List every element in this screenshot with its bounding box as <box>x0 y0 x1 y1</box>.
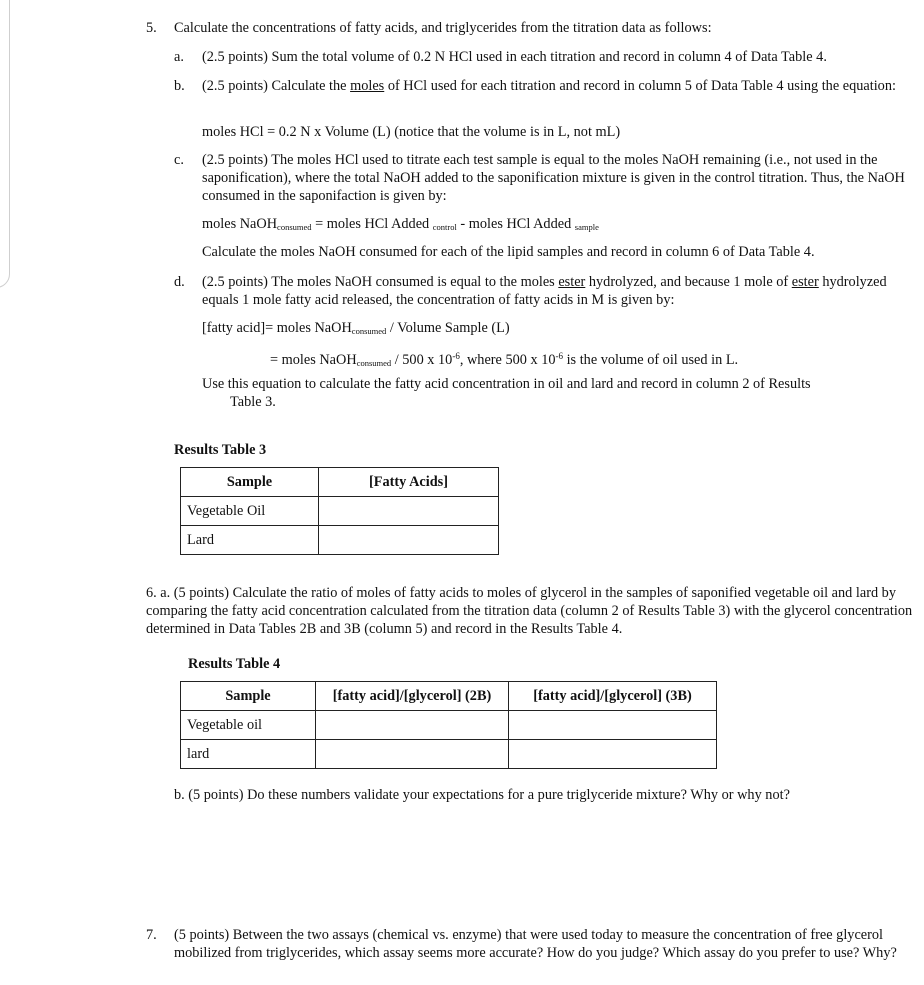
empty-answer-cell[interactable] <box>509 740 717 769</box>
row-label-vegetable-oil: Vegetable Oil <box>181 497 319 526</box>
results-table-4-title: Results Table 4 <box>188 656 281 672</box>
results-table-4 <box>180 681 717 769</box>
empty-answer-cell[interactable] <box>319 497 499 526</box>
table-row <box>181 526 499 555</box>
q5b-equation: moles HCl = 0.2 N x Volume (L) (notice that the volume is in L, not mL) <box>202 124 621 140</box>
column-header-ratio-2b: [fatty acid]/[glycerol] (2B) <box>316 682 509 711</box>
column-header-sample: Sample <box>181 682 316 711</box>
empty-answer-cell[interactable] <box>319 526 499 555</box>
q6b-text: b. (5 points) Do these numbers validate your expectations for a pure triglyceride mixture? Why or why not? <box>174 787 790 803</box>
q5d-instruction-line1: Use this equation to calculate the fatty acid concentration in oil and lard and record in column 2 of Results <box>202 376 811 392</box>
column-header-sample: Sample <box>181 468 319 497</box>
empty-answer-cell[interactable] <box>316 711 509 740</box>
q5b-text: (2.5 points) Calculate the moles of HCl used for each titration and record in column 5 of Data Table 4 using the equation: <box>202 78 896 94</box>
table-row <box>181 711 717 740</box>
q5a-letter: a. <box>174 49 184 65</box>
table-row <box>181 497 499 526</box>
q7-text: (5 points) Between the two assays (chemical vs. enzyme) that were used today to measure the concentration of free glycerol mobilized from triglycerides, which assay seems more accurate? How do you judge? Which assay do you prefer to use? Why? <box>174 927 897 961</box>
q5c-letter: c. <box>174 152 184 168</box>
q5d-letter: d. <box>174 274 185 290</box>
results-table-3-title: Results Table 3 <box>174 442 267 458</box>
empty-answer-cell[interactable] <box>509 711 717 740</box>
q5c-instruction: Calculate the moles NaOH consumed for each of the lipid samples and record in column 6 of Data Table 4. <box>202 244 815 260</box>
table-row <box>181 740 717 769</box>
q5d-equation-1: [fatty acid]= moles NaOH$_{consumed}$ / Volume Sample (L) <box>202 320 510 336</box>
column-header-fatty-acids: [Fatty Acids] <box>319 468 499 497</box>
q5-number: 5. <box>146 20 157 36</box>
row-label-lard: Lard <box>181 526 319 555</box>
q5d-instruction-line2: Table 3. <box>230 394 276 410</box>
q5a-text: (2.5 points) Sum the total volume of 0.2 N HCl used in each titration and record in column 4 of Data Table 4. <box>202 49 827 65</box>
q5d-text: (2.5 points) The moles NaOH consumed is equal to the moles ester hydrolyzed, and because 1 mole of ester hydrolyzed equals 1 mole fatty acid released, the concentration of fatty acids in M is given by: <box>202 274 887 308</box>
q5b-letter: b. <box>174 78 185 94</box>
q7-number: 7. <box>146 927 157 943</box>
results-table-3 <box>180 467 499 555</box>
row-label-lard: lard <box>181 740 316 769</box>
row-label-vegetable-oil: Vegetable oil <box>181 711 316 740</box>
q6a-text: 6. a. (5 points) Calculate the ratio of moles of fatty acids to moles of glycerol in the samples of saponified vegetable oil and lard by comparing the fatty acid concentration calculated from the titration data (column 2 of Results Table 3) with the glycerol concentration determined in Data Tables 2B and 3B (column 5) and record in the Results Table 4. <box>146 585 913 637</box>
q5d-equation-2: = moles NaOH$_{consumed}$ / 500 x $10^{-6}$, where 500 x $10^{-6}$ is the volume of oil used in L. <box>270 351 739 368</box>
q5-intro: Calculate the concentrations of fatty acids, and triglycerides from the titration data as follows: <box>174 20 712 36</box>
side-bracket-decoration <box>0 0 10 288</box>
table-header-row <box>181 468 499 497</box>
column-header-ratio-3b: [fatty acid]/[glycerol] (3B) <box>509 682 717 711</box>
q5c-equation: moles NaOH$_{consumed}$ = moles HCl Added $_{control}$ - moles HCl Added $_{sample}$ <box>202 216 599 232</box>
q5c-text: (2.5 points) The moles HCl used to titrate each test sample is equal to the moles NaOH remaining (i.e., not used in the saponification), where the total NaOH added to the saponification mixture is given in the control titration. Thus, the NaOH consumed in the saponifaction is given by: <box>202 152 905 204</box>
table-header-row <box>181 682 717 711</box>
empty-answer-cell[interactable] <box>316 740 509 769</box>
